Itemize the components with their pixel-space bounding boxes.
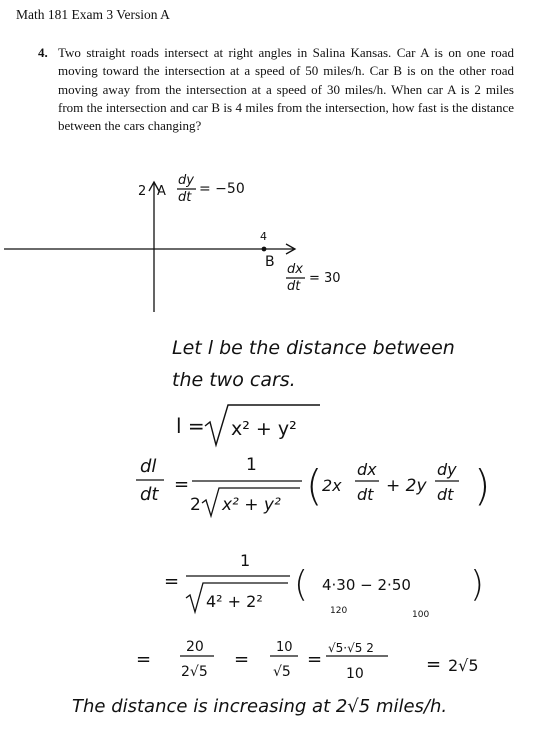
- car-B-dot: [262, 247, 267, 252]
- dl-numerator: dl: [140, 456, 157, 477]
- rate-B-label: = 30: [309, 271, 341, 286]
- conclusion-sentence: The distance is increasing at 2√5 miles/h.: [72, 696, 448, 717]
- frac2-numerator: 10: [276, 640, 293, 655]
- dt-label: dt: [287, 279, 301, 294]
- note-120: 120: [330, 606, 348, 616]
- dt-label: dt: [178, 190, 192, 205]
- paren-close: ): [470, 564, 485, 605]
- equation-1-lhs: l =: [176, 414, 205, 438]
- fraction-one: 1: [246, 455, 257, 475]
- result-value: 2√5: [448, 656, 479, 675]
- label-A: A: [157, 184, 166, 199]
- equation-1-radicand: x² + y²: [231, 418, 297, 440]
- frac3-numerator: √5·√5 2: [328, 641, 374, 655]
- equals-sign: =: [307, 649, 323, 670]
- label-2: 2: [138, 184, 147, 199]
- dy-numerator: dy: [437, 460, 457, 479]
- dl-denominator: dt: [140, 484, 159, 505]
- paren-open: (: [294, 564, 309, 605]
- frac3-denominator: 10: [346, 666, 364, 682]
- equals-sign: =: [136, 649, 152, 670]
- equals-sign: =: [164, 571, 180, 592]
- solution-line-1: Let l be the distance between: [172, 337, 455, 359]
- note-100: 100: [412, 610, 430, 620]
- dy-denominator: dt: [437, 485, 454, 504]
- label-B: B: [265, 254, 275, 270]
- radicand-numeric: 4² + 2²: [206, 592, 263, 611]
- term-2x: 2x: [322, 476, 342, 495]
- paren-open: (: [306, 461, 323, 510]
- frac1-denominator: 2√5: [181, 664, 208, 680]
- frac2-denominator: √5: [273, 664, 291, 680]
- rate-A-label: = −50: [199, 181, 245, 197]
- exam-header: Math 181 Exam 3 Version A: [16, 7, 170, 22]
- term-plus-2y: + 2y: [386, 476, 427, 496]
- problem-statement: Two straight roads intersect at right angles in Salina Kansas. Car A is on one road moving toward the intersection at a speed of 50 miles/h. Car B is on the other road moving away from the intersection at a speed of 30 miles/h. When car A is 2 miles from the intersection and car B is 4 miles from the intersection, how fast is the distance between the cars changing?: [58, 45, 514, 134]
- radicand-xy: x² + y²: [222, 495, 281, 515]
- expression-numeric: 4·30 − 2·50: [322, 576, 411, 594]
- problem-number: 4.: [38, 45, 48, 60]
- dx-numerator: dx: [357, 460, 377, 479]
- equals-sign: =: [426, 654, 442, 675]
- dx-denominator: dt: [357, 485, 374, 504]
- solution-line-2: the two cars.: [172, 369, 296, 391]
- intersection-sketch: [4, 173, 341, 312]
- paren-close: ): [474, 461, 491, 510]
- label-4: 4: [260, 230, 267, 243]
- dy-label: dy: [178, 173, 194, 188]
- equals-sign: =: [234, 649, 250, 670]
- equals-sign: =: [174, 474, 190, 495]
- denominator-two: 2: [190, 495, 201, 515]
- frac1-numerator: 20: [186, 639, 204, 655]
- fraction-one: 1: [240, 551, 251, 570]
- dx-label: dx: [287, 262, 303, 277]
- solution: [72, 337, 490, 717]
